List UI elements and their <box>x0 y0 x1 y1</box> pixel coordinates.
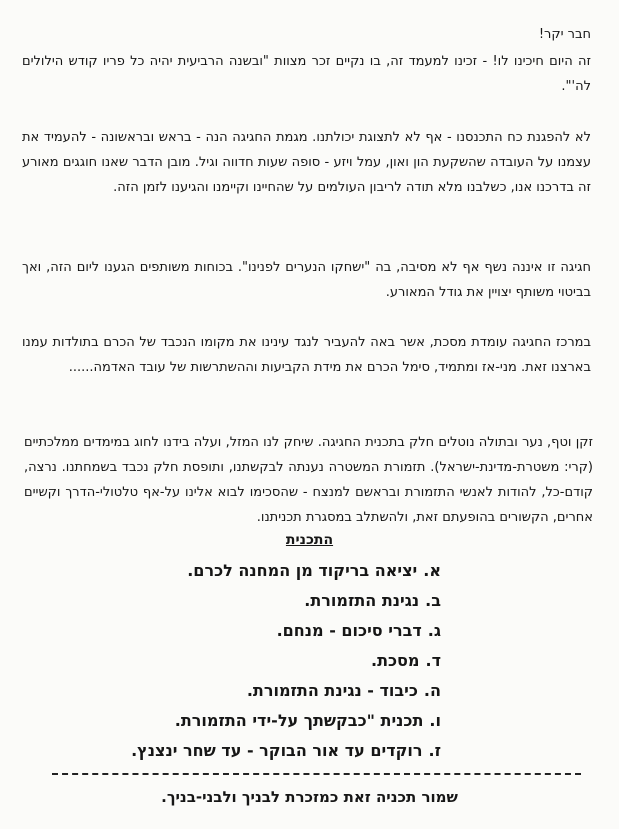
footer-note: שמור תכניה זאת כמזכרת לבניך ולבני-בניך. <box>161 788 458 806</box>
program-item-letter: ד. <box>425 651 441 670</box>
program-item <box>101 706 441 736</box>
paragraph-purpose: לא להפגנת כח התכנסנו - אף לא לתצוגת יכולתנו. מגמת החגיגה הנה - בראש ובראשונה - להעמיד את עצמנו על העובדה שהשקעת הון ואון, עמל ויזע - סופה שעות חדווה וגיל. מובן הדבר שאנו חוגגים מאורע זה בדרכנו אנו, כשלבנו מלא תודה לריבון העולמים על שהחיינו וקיימנו והגיענו לזמן הזה. <box>22 130 591 195</box>
greeting: חבר יקר! <box>538 27 591 42</box>
program-item-text: דברי סיכום - מנחם. <box>276 621 422 640</box>
dashed-divider <box>52 773 581 775</box>
program-item-letter: ג. <box>427 621 441 640</box>
program-item-letter: ב. <box>425 591 441 610</box>
program-item-letter: ז. <box>428 741 441 760</box>
paragraph-celebration: חגיגה זו איננה נשף אף לא מסיבה, בה "ישחקו הנערים לפנינו". בכוחות משותפים הגענו ליום הזה, ואך בביטוי משותף יצויין את גודל המאורע. <box>22 260 591 300</box>
program-item <box>101 646 441 676</box>
paragraph-opening: זה היום חיכינו לו! - זכינו למעמד זה, בו נקיים זכר מצוות "ובשנה הרביעית יהיה כל פריו קודש הילולים לה'". <box>22 54 591 94</box>
program-item <box>101 586 441 616</box>
program-item-letter: א. <box>423 561 441 580</box>
program-item-text: מסכת. <box>370 651 420 670</box>
program-item-text: תכנית "כבקשתך על-ידי התזמורת. <box>174 711 424 730</box>
paragraph-orchestra: זקן וטף, נער ובתולה נוטלים חלק בתכנית החגיגה. שיחק לנו המזל, ועלה בידנו לחוג במימדים ממלכתיים (קרי: משטרת-מדינת-ישראל). תזמורת המשטרה נענתה לבקשתנו, ותופסת חלק נכבד בשמחתנו. נרצה, קודם-כל, להודות לאנשי התזמורת ובראשם למנצח - שהסכימו לבוא אלינו על-אף טלטולי-הדרך וקשיים אחרים, הקשורים בהופעתם זאת, ולהשתלב במסגרת תכניתנו. <box>24 435 593 525</box>
program-item-letter: ה. <box>423 681 441 700</box>
program-item-letter: ו. <box>429 711 441 730</box>
program-item-text: נגינת התזמורת. <box>304 591 420 610</box>
program-list <box>101 556 441 766</box>
program-item-text: יציאה בריקוד מן המחנה לכרם. <box>187 561 418 580</box>
program-item <box>101 676 441 706</box>
program-item <box>101 616 441 646</box>
paragraph-pageant: במרכז החגיגה עומדת מסכת, אשר באה להעביר לנגד עינינו את מקומו הנכבד של הכרם בתולדות עמנו בארצנו זאת. מני-אז ומתמיד, סימל הכרם את מידת הקביעות וההשתרשות של עובד האדמה...... <box>22 335 591 375</box>
program-item-text: רוקדים עד אור הבוקר - עד שחר ינצנץ. <box>131 741 423 760</box>
program-item <box>101 556 441 586</box>
program-title: התכנית <box>285 532 334 548</box>
program-item <box>101 736 441 766</box>
program-item-text: כיבוד - נגינת התזמורת. <box>246 681 418 700</box>
